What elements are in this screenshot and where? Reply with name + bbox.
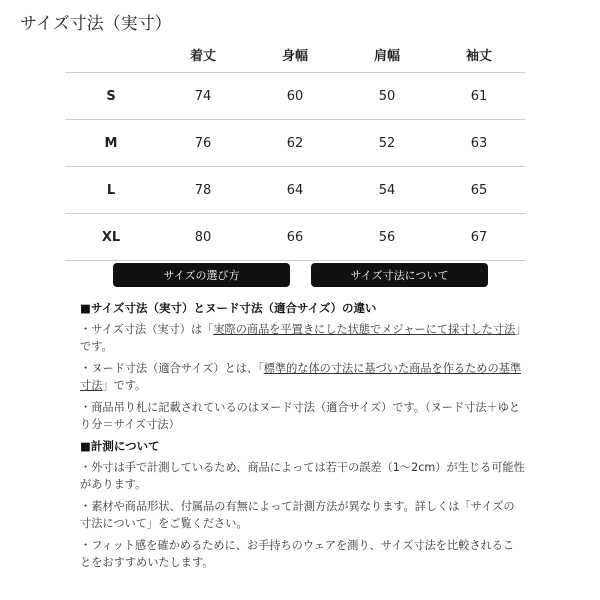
text: 」です。 [80,323,521,353]
measurement-cell: 65 [433,167,525,214]
size-label: S [65,73,157,120]
measurement-cell: 64 [249,167,341,214]
header-shoulder: 肩幅 [373,48,400,64]
measurement-cell: 63 [433,120,525,167]
measurement-cell: 61 [433,73,525,120]
measurement-cell: 52 [341,120,433,167]
header-length: 着丈 [189,48,216,64]
table-row [65,120,525,167]
table-row [65,167,525,214]
measurement-cell: 78 [157,167,249,214]
size-table [65,36,525,261]
size-dimensions-button[interactable]: サイズ寸法について [311,263,488,287]
page-title: サイズ寸法（実寸） [20,14,172,34]
size-label: XL [65,214,157,261]
measurement-cell: 56 [341,214,433,261]
measurement-cell: 74 [157,73,249,120]
size-guide-button[interactable]: サイズの選び方 [113,263,290,287]
size-label: M [65,120,157,167]
table-row [65,214,525,261]
note: ・フィット感を確かめるために、お手持ちのウェアを測り、サイズ寸法を比較されることをおすすめいたします。 [80,539,515,569]
header-width: 身幅 [281,48,308,64]
header-size [65,36,157,73]
note: ・外寸は手で計測しているため、商品によっては若干の誤差（1〜2cm）が生じる可能性があります。 [80,461,525,491]
measurement-cell: 76 [157,120,249,167]
notes [80,300,525,576]
measurement-cell: 67 [433,214,525,261]
note [80,360,525,394]
table-row [65,73,525,120]
measurement-cell: 62 [249,120,341,167]
underlined-text: 実際の商品を平置きにした状態でメジャーにて採寸した寸法 [213,323,516,336]
measurement-cell: 50 [341,73,433,120]
measurement-cell: 60 [249,73,341,120]
text: ・ヌード寸法（適合サイズ）とは、「 [80,362,264,375]
underlined-text: 標準的な体の寸法に基づいた商品を作るための基準寸法 [80,362,522,392]
table-header-row [65,36,525,73]
text: ・サイズ寸法（実寸）は「 [80,323,214,336]
measurement-cell: 66 [249,214,341,261]
measurement-cell: 80 [157,214,249,261]
size-label: L [65,167,157,214]
section-heading: ■計測について [80,439,160,453]
section-heading: ■サイズ寸法（実寸）とヌード寸法（適合サイズ）の違い [80,301,377,315]
header-sleeve: 袖丈 [465,48,492,64]
text: 」です。 [102,379,147,392]
measurement-cell: 54 [341,167,433,214]
note: ・素材や商品形状、付属品の有無によって計測方法が異なります。詳しくは「サイズの寸法について」をご覧ください。 [80,500,515,530]
note [80,321,525,355]
note: ・商品吊り札に記載されているのはヌード寸法（適合サイズ）です。（ヌード寸法＋ゆとり分＝サイズ寸法） [80,401,521,431]
